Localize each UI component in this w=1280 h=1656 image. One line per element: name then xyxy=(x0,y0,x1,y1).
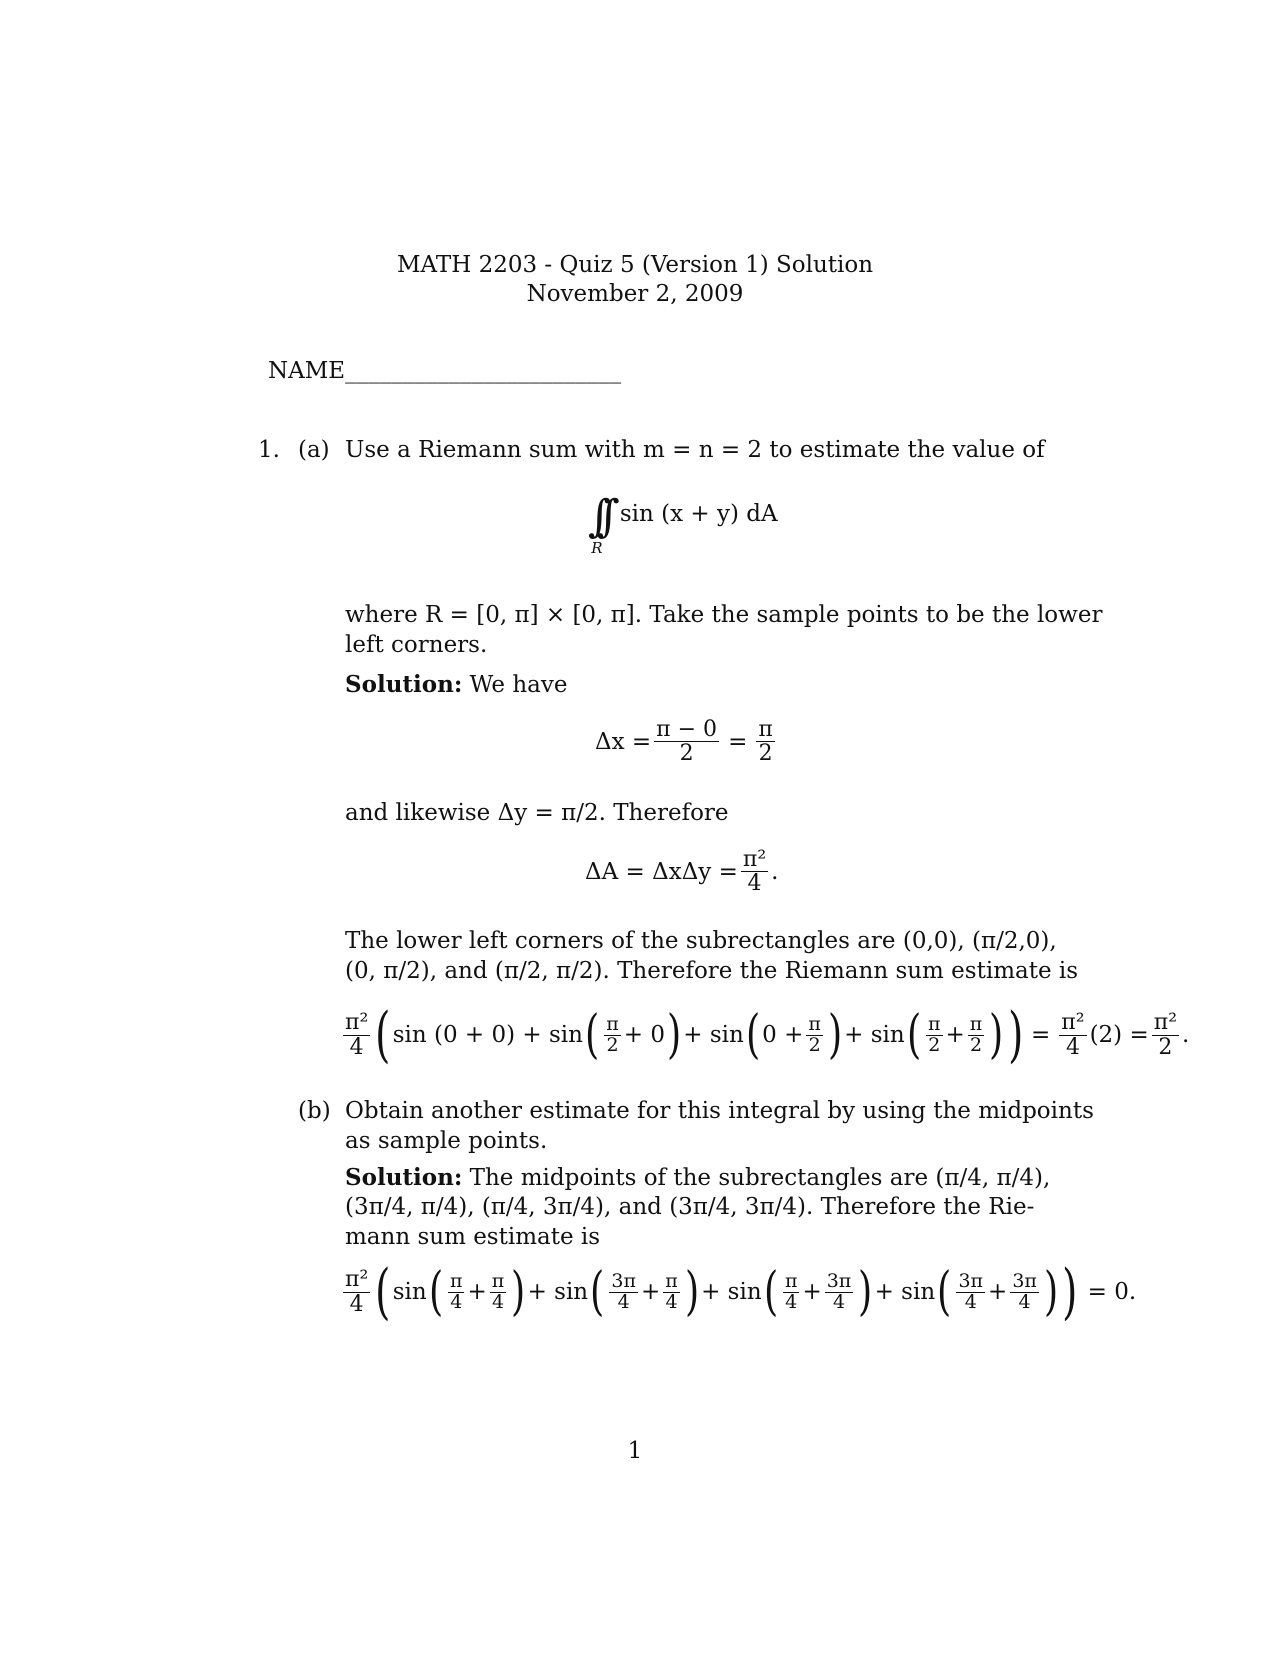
page-title: MATH 2203 - Quiz 5 (Version 1) Solution xyxy=(396,252,874,278)
frac-num: π xyxy=(928,1012,941,1035)
plus: + xyxy=(467,1279,487,1305)
dA-lhs: ΔA = ΔxΔy = xyxy=(585,858,738,885)
sum-a-result1-tail: (2) = xyxy=(1089,1022,1149,1048)
open-paren-icon: ( xyxy=(937,1262,952,1322)
sum-a-result1 xyxy=(1059,1011,1086,1058)
name-blank-line: ________________________ xyxy=(345,358,622,384)
sum-a-coef-den: 4 xyxy=(349,1034,364,1060)
integrand: sin (x + y) dA xyxy=(619,501,778,527)
dx-equation xyxy=(595,718,778,765)
frac-pi-over-4 xyxy=(783,1269,800,1313)
close-paren-icon: ) xyxy=(989,1005,1004,1065)
frac-3pi-over-4 xyxy=(956,1269,985,1313)
part-b-marker: (b) xyxy=(298,1098,331,1124)
big-close-paren-icon: ) xyxy=(1062,1257,1078,1327)
sum-a-term2-tail: + 0 xyxy=(623,1022,665,1048)
integral-sign-icon: ∫∫ xyxy=(588,491,606,542)
page-date: November 2, 2009 xyxy=(526,281,744,307)
open-paren-icon: ( xyxy=(590,1262,605,1322)
dx-numerator: π − 0 xyxy=(656,717,718,742)
frac-den: 4 xyxy=(617,1290,630,1313)
sum-a-term3: + sin xyxy=(683,1022,744,1048)
solution-label: Solution: xyxy=(345,1164,463,1191)
frac-den: 4 xyxy=(450,1290,463,1313)
frac-3pi-over-4 xyxy=(825,1269,854,1313)
frac-den: 2 xyxy=(970,1033,983,1056)
name-label: NAME xyxy=(268,358,346,384)
frac-3pi-over-4 xyxy=(1010,1269,1039,1313)
sum-a-term3-head: 0 + xyxy=(762,1022,804,1048)
dx-result-numerator: π xyxy=(758,717,773,742)
close-paren-icon: ) xyxy=(684,1262,700,1322)
sum-a-result2-den: 2 xyxy=(1158,1034,1173,1060)
open-paren-icon: ( xyxy=(585,1005,600,1065)
frac-den: 4 xyxy=(785,1290,798,1313)
sum-b-result: = 0. xyxy=(1087,1279,1137,1305)
likewise-line: and likewise Δy = π/2. Therefore xyxy=(345,800,729,826)
part-a-region-line1: where R = [0, π] × [0, π]. Take the sample points to be the lower xyxy=(345,602,1103,628)
frac-num: 3π xyxy=(826,1269,852,1292)
plus: + xyxy=(802,1279,822,1305)
part-a-region-line2: left corners. xyxy=(345,632,488,658)
part-b-solution-line1 xyxy=(345,1164,1050,1191)
frac-3pi-over-4 xyxy=(609,1269,638,1313)
sum-a-result2-num: π² xyxy=(1153,1010,1178,1036)
frac-den: 4 xyxy=(491,1290,505,1313)
dx-equals: = xyxy=(728,728,748,755)
sum-a-plus: + xyxy=(945,1022,965,1048)
sum-a-result1-num: π² xyxy=(1061,1010,1085,1036)
part-a-prompt: Use a Riemann sum with m = n = 2 to estimate the value of xyxy=(345,437,1045,463)
plus: + xyxy=(641,1279,661,1305)
part-b-prompt-line1: Obtain another estimate for this integral by using the midpoints xyxy=(345,1098,1094,1124)
plus-sin: + sin xyxy=(874,1279,936,1305)
frac-num: π xyxy=(808,1012,821,1035)
close-paren-icon: ) xyxy=(1043,1262,1059,1322)
solution-label: Solution: xyxy=(345,671,463,698)
frac-den: 2 xyxy=(606,1033,619,1056)
plus-sin: + sin xyxy=(701,1279,762,1305)
frac-num: 3π xyxy=(611,1269,636,1292)
frac-den: 2 xyxy=(808,1033,821,1056)
sum-a-pi-over-2 xyxy=(806,1012,823,1056)
dA-fraction xyxy=(741,848,768,895)
integral-region: R xyxy=(591,539,603,557)
sum-a-pi-over-2 xyxy=(968,1012,985,1056)
frac-num: 3π xyxy=(1012,1269,1037,1292)
sum-a-equals: = xyxy=(1031,1022,1051,1048)
sum-a-period: . xyxy=(1182,1022,1190,1048)
riemann-sum-midpoint xyxy=(340,1257,1137,1327)
plus: + xyxy=(988,1279,1008,1305)
sum-b-coef-num: π² xyxy=(345,1267,369,1293)
close-paren-icon: ) xyxy=(827,1005,843,1065)
frac-pi-over-4 xyxy=(448,1269,465,1313)
part-a-marker: (a) xyxy=(298,437,330,463)
dA-equation xyxy=(585,848,778,895)
close-paren-icon: ) xyxy=(858,1262,873,1322)
double-integral xyxy=(588,491,778,557)
part-b-solution-line3: mann sum estimate is xyxy=(345,1224,601,1250)
frac-den: 4 xyxy=(964,1290,977,1313)
open-paren-icon: ( xyxy=(428,1262,443,1322)
sum-b-coef xyxy=(343,1268,370,1315)
sum-a-coef xyxy=(343,1011,370,1058)
frac-den: 4 xyxy=(1018,1290,1031,1313)
part-a-solution xyxy=(345,671,567,698)
frac-num: π xyxy=(969,1012,983,1035)
riemann-sum-lower-left xyxy=(340,1000,1190,1070)
problem-number: 1. xyxy=(258,437,280,463)
corners-line1: The lower left corners of the subrectangles are (0,0), (π/2,0), xyxy=(345,928,1057,954)
frac-pi-over-4 xyxy=(490,1269,507,1313)
sum-a-term4: + sin xyxy=(844,1022,905,1048)
dA-numerator: π² xyxy=(742,847,767,872)
name-field xyxy=(268,358,621,384)
frac-num: 3π xyxy=(958,1269,984,1292)
sum-b-coef-den: 4 xyxy=(349,1291,364,1317)
sum-b-sin: sin xyxy=(392,1279,427,1305)
dx-lhs: Δx = xyxy=(595,728,652,755)
dx-result-denominator: 2 xyxy=(758,741,773,767)
big-open-paren-icon: ( xyxy=(375,1000,391,1070)
sum-a-term1: sin (0 + 0) + sin xyxy=(392,1022,583,1048)
frac-den: 4 xyxy=(665,1290,678,1313)
frac-den: 4 xyxy=(832,1290,846,1313)
sum-a-result1-den: 4 xyxy=(1065,1034,1080,1060)
open-paren-icon: ( xyxy=(763,1262,778,1322)
frac-den: 2 xyxy=(928,1033,941,1056)
dA-denominator: 4 xyxy=(747,871,762,897)
page-number: 1 xyxy=(627,1438,643,1464)
plus-sin: + sin xyxy=(527,1279,589,1305)
sum-a-coef-num: π² xyxy=(345,1010,369,1036)
sum-a-result2 xyxy=(1152,1011,1179,1058)
part-b-solution-line2: (3π/4, π/4), (π/4, 3π/4), and (3π/4, 3π/4). Therefore the Rie- xyxy=(345,1194,1035,1220)
frac-num: π xyxy=(491,1269,505,1292)
dx-result-fraction xyxy=(756,718,774,765)
frac-num: π xyxy=(606,1012,619,1035)
dA-period: . xyxy=(771,858,779,885)
sum-a-pi-over-2 xyxy=(926,1012,943,1056)
sum-a-pi-over-2 xyxy=(604,1012,621,1056)
big-close-paren-icon: ) xyxy=(1007,1000,1023,1070)
frac-num: π xyxy=(449,1269,463,1292)
frac-pi-over-4 xyxy=(663,1269,680,1313)
close-paren-icon: ) xyxy=(511,1262,526,1322)
big-open-paren-icon: ( xyxy=(375,1257,391,1327)
open-paren-icon: ( xyxy=(745,1005,761,1065)
part-b-sol-text1: The midpoints of the subrectangles are (π/4, π/4), xyxy=(469,1165,1051,1191)
dx-denominator: 2 xyxy=(679,741,694,767)
corners-line2: (0, π/2), and (π/2, π/2). Therefore the Riemann sum estimate is xyxy=(345,958,1079,984)
frac-num: π xyxy=(665,1269,678,1292)
part-b-prompt-line2: as sample points. xyxy=(345,1128,548,1154)
solution-intro: We have xyxy=(469,672,568,698)
frac-num: π xyxy=(784,1269,798,1292)
close-paren-icon: ) xyxy=(667,1005,682,1065)
dx-fraction xyxy=(654,718,719,765)
open-paren-icon: ( xyxy=(906,1005,921,1065)
